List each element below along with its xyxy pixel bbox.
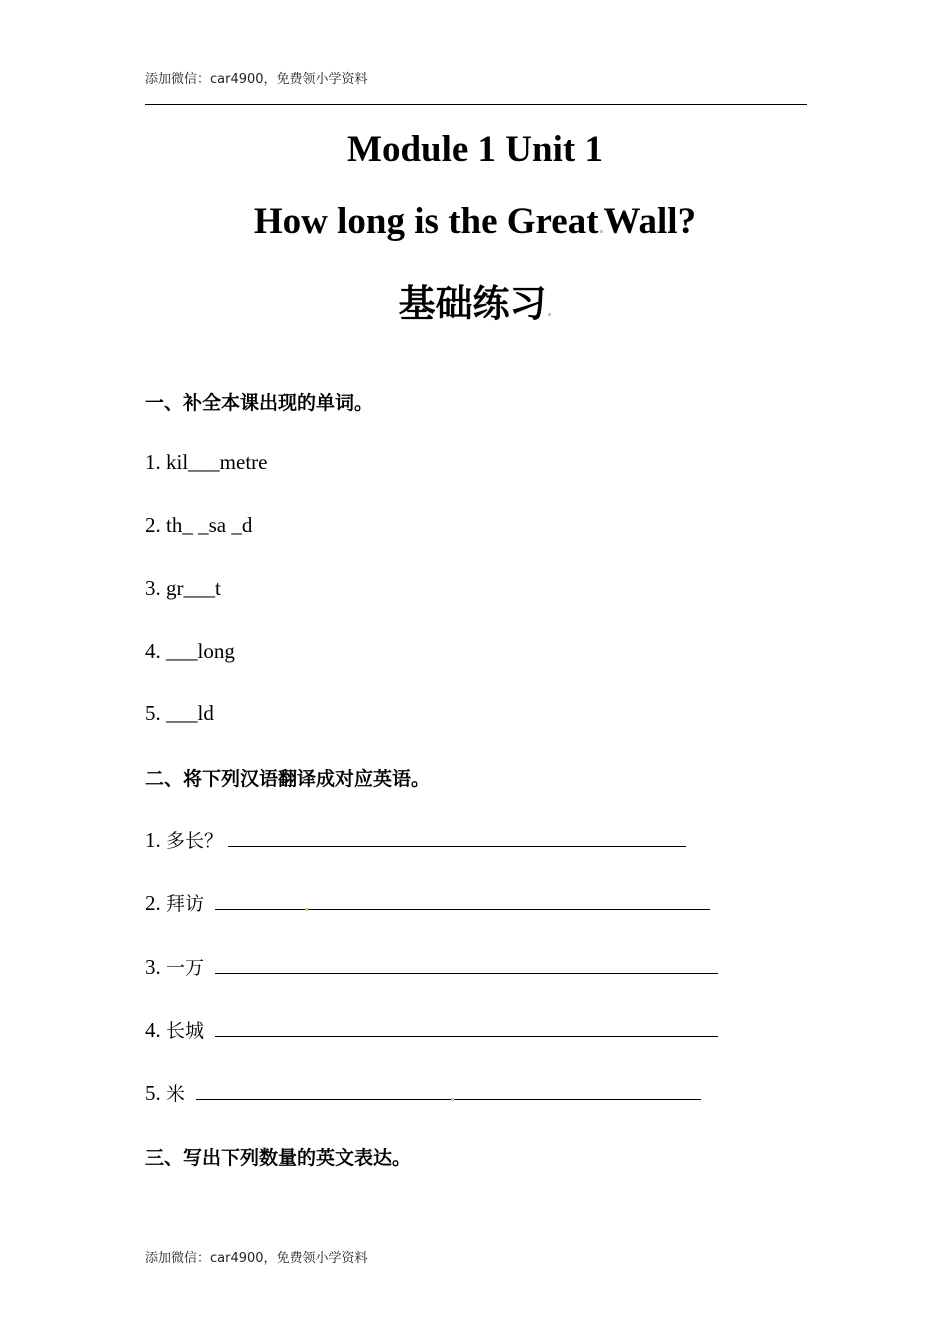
s1-item-3: 3. gr___t <box>145 576 221 600</box>
watermark-dot <box>451 1098 454 1101</box>
s1-item-4: 4. ___long <box>145 639 235 663</box>
header-note: 添加微信：car4900，免费领小学资料 <box>145 72 368 87</box>
exercise-title <box>0 273 950 327</box>
exercise-title-text: 基础练习 <box>398 282 547 325</box>
answer-line[interactable] <box>196 1081 701 1100</box>
watermark-dot <box>305 908 308 911</box>
section-1-heading: 一、补全本课出现的单词。 <box>145 392 374 414</box>
answer-line[interactable] <box>215 1018 718 1037</box>
s2-item-3-cn: 一万 <box>166 957 205 979</box>
s1-item-5: 5. ___ld <box>145 701 214 725</box>
s2-item-3-num: 3. <box>145 955 161 979</box>
s2-item-4 <box>145 1016 718 1043</box>
lesson-title-part2: Wall? <box>603 201 697 242</box>
s1-item-1: 1. kil___metre <box>145 450 268 474</box>
s2-item-2-cn: 拜访 <box>166 893 205 915</box>
s1-item-2: 2. th_ _sa _d <box>145 513 253 537</box>
section-3-heading: 三、写出下列数量的英文表达。 <box>145 1147 412 1169</box>
answer-line[interactable] <box>215 891 710 910</box>
lesson-title-part1: How long is the Great <box>253 201 599 242</box>
watermark-dot <box>548 313 551 316</box>
s2-item-2 <box>145 889 710 916</box>
s2-item-3 <box>145 953 718 980</box>
s2-item-5-num: 5. <box>145 1081 161 1105</box>
s2-item-1-cn: 多长？ <box>166 830 224 852</box>
module-title: Module 1 Unit 1 <box>347 129 603 170</box>
s2-item-4-cn: 长城 <box>166 1020 205 1042</box>
s2-item-2-num: 2. <box>145 891 161 915</box>
lesson-title <box>0 200 950 243</box>
section-2-heading: 二、将下列汉语翻译成对应英语。 <box>145 768 431 790</box>
s2-item-5-cn: 米 <box>166 1083 186 1105</box>
s2-item-1 <box>145 826 686 853</box>
answer-line[interactable] <box>215 955 718 974</box>
footer-note: 添加微信：car4900，免费领小学资料 <box>145 1251 368 1266</box>
s2-item-4-num: 4. <box>145 1018 161 1042</box>
watermark-dot <box>600 230 603 233</box>
answer-line[interactable] <box>228 828 686 847</box>
s2-item-5 <box>145 1079 701 1106</box>
s2-item-1-num: 1. <box>145 828 161 852</box>
header-rule <box>145 104 807 105</box>
